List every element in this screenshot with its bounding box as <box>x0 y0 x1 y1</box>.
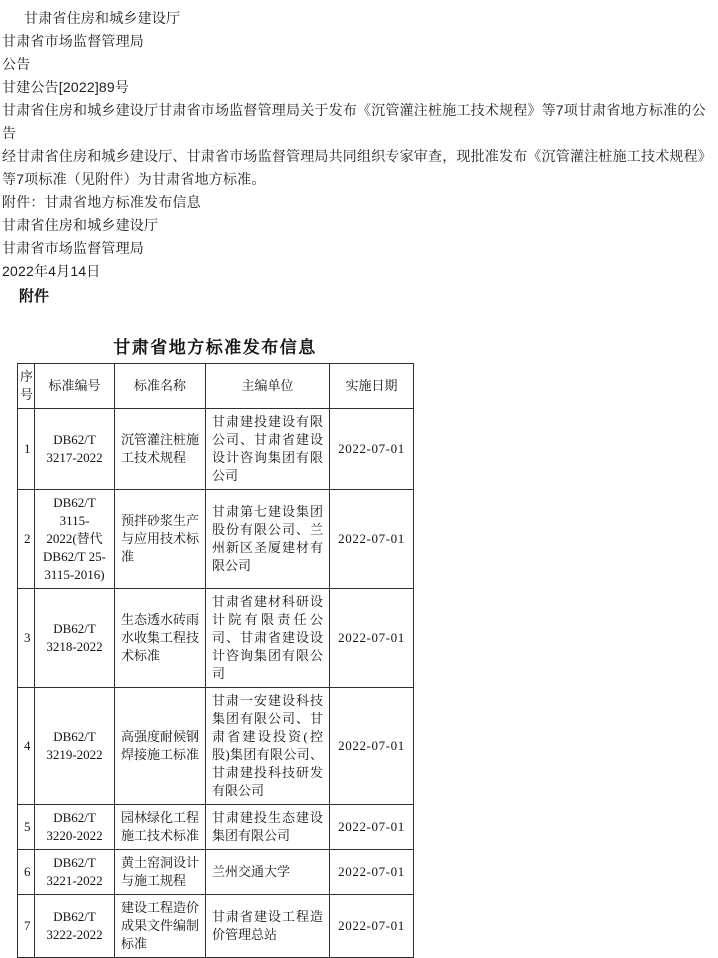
cell-code: DB62/T 3222-2022 <box>35 895 115 958</box>
cell-org: 甘肃建投建设有限公司、甘肃省建设设计咨询集团有限公司 <box>206 409 330 490</box>
table-row <box>18 409 414 490</box>
column-header-date: 实施日期 <box>330 364 414 409</box>
cell-org: 甘肃一安建设科技集团有限公司、甘肃省建设投资(控股)集团有限公司、甘肃建投科技研发有限公司 <box>206 688 330 805</box>
table-header-row <box>18 364 414 409</box>
cell-org: 甘肃省建设工程造价管理总站 <box>206 895 330 958</box>
cell-name: 生态透水砖雨水收集工程技术标准 <box>115 589 206 688</box>
attachment-table-section <box>17 333 413 958</box>
cell-date: 2022-07-01 <box>330 805 414 850</box>
cell-name: 高强度耐候钢焊接施工标准 <box>115 688 206 805</box>
paragraph-attachment-ref: 附件：甘肃省地方标准发布信息 <box>2 194 201 210</box>
cell-date: 2022-07-01 <box>330 850 414 895</box>
paragraph-approval-text: 经甘肃省住房和城乡建设厅、甘肃省市场监督管理局共同组织专家审查，现批准发布《沉管灌注桩施工技术规程》等7项标准（见附件）为甘肃省地方标准。 <box>2 148 712 187</box>
cell-date: 2022-07-01 <box>330 895 414 958</box>
cell-no: 5 <box>18 805 35 850</box>
table-row <box>18 490 414 589</box>
cell-code: DB62/T 3115-2022(替代 DB62/T 25-3115-2016) <box>35 490 115 589</box>
cell-org: 兰州交通大学 <box>206 850 330 895</box>
table-row <box>18 895 414 958</box>
cell-date: 2022-07-01 <box>330 409 414 490</box>
announcement-body <box>0 0 718 309</box>
paragraph-signer-1: 甘肃省住房和城乡建设厅 <box>2 217 159 233</box>
cell-date: 2022-07-01 <box>330 589 414 688</box>
cell-name: 预拌砂浆生产与应用技术标准 <box>115 490 206 589</box>
cell-no: 7 <box>18 895 35 958</box>
paragraph-signer-2: 甘肃省市场监督管理局 <box>2 240 144 256</box>
paragraph-date: 2022年4月14日 <box>2 263 101 279</box>
cell-name: 建设工程造价成果文件编制标准 <box>115 895 206 958</box>
cell-org: 甘肃第七建设集团股份有限公司、兰州新区圣厦建材有限公司 <box>206 490 330 589</box>
cell-code: DB62/T 3218-2022 <box>35 589 115 688</box>
column-header-name: 标准名称 <box>115 364 206 409</box>
column-header-code: 标准编号 <box>35 364 115 409</box>
table-row <box>18 850 414 895</box>
paragraph-dept-1: 甘肃省住房和城乡建设厅 <box>24 10 181 26</box>
column-header-no: 序号 <box>18 364 35 409</box>
cell-name: 园林绿化工程施工技术标准 <box>115 805 206 850</box>
attachment-label: 附件 <box>19 289 50 305</box>
cell-date: 2022-07-01 <box>330 688 414 805</box>
cell-name: 黄土窑洞设计与施工规程 <box>115 850 206 895</box>
standards-table <box>17 363 414 958</box>
cell-no: 2 <box>18 490 35 589</box>
cell-org: 甘肃省建材科研设计院有限责任公司、甘肃省建设设计咨询集团有限公司 <box>206 589 330 688</box>
cell-org: 甘肃建投生态建设集团有限公司 <box>206 805 330 850</box>
cell-no: 4 <box>18 688 35 805</box>
cell-date: 2022-07-01 <box>330 490 414 589</box>
cell-no: 1 <box>18 409 35 490</box>
cell-no: 3 <box>18 589 35 688</box>
paragraph-announcement: 公告 <box>2 56 31 72</box>
cell-name: 沉管灌注桩施工技术规程 <box>115 409 206 490</box>
cell-code: DB62/T 3220-2022 <box>35 805 115 850</box>
cell-code: DB62/T 3221-2022 <box>35 850 115 895</box>
cell-code: DB62/T 3219-2022 <box>35 688 115 805</box>
column-header-org: 主编单位 <box>206 364 330 409</box>
table-row <box>18 589 414 688</box>
table-row <box>18 805 414 850</box>
paragraph-doc-number: 甘建公告[2022]89号 <box>2 79 130 95</box>
table-row <box>18 688 414 805</box>
cell-no: 6 <box>18 850 35 895</box>
table-title: 甘肃省地方标准发布信息 <box>113 338 317 357</box>
standards-table-body <box>18 409 414 958</box>
cell-code: DB62/T 3217-2022 <box>35 409 115 490</box>
paragraph-dept-2: 甘肃省市场监督管理局 <box>2 33 144 49</box>
paragraph-announcement-title: 甘肃省住房和城乡建设厅甘肃省市场监督管理局关于发布《沉管灌注桩施工技术规程》等7项甘肃省地方标准的公告 <box>2 102 706 141</box>
